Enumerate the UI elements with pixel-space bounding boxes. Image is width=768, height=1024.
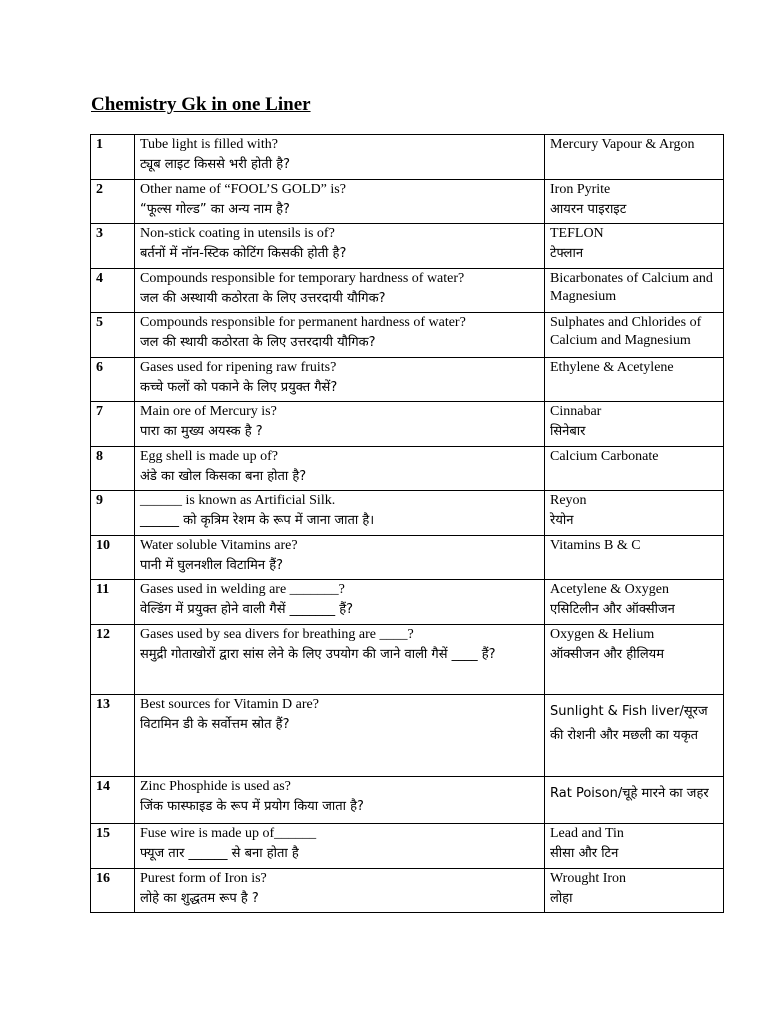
question-english: Other name of “FOOL’S GOLD” is? (140, 182, 346, 197)
answer-english: Reyon (550, 493, 587, 508)
answer-hindi: लोहा (550, 891, 573, 906)
question-hindi: फ्यूज तार ______ से बना होता है (140, 846, 299, 861)
answer-hindi: टेफ्लान (550, 246, 584, 261)
row-number: 4 (91, 269, 135, 313)
question-hindi: अंडे का खोल किसका बना होता है? (140, 469, 307, 484)
question-english: Best sources for Vitamin D are? (140, 697, 319, 712)
question-hindi: समुद्री गोताखोरों द्वारा सांस लेने के लिए उपयोग की जाने वाली गैसें ____ हैं? (140, 647, 496, 662)
answer-english: Mercury Vapour & Argon (550, 137, 695, 152)
answer-english: Iron Pyrite (550, 182, 611, 197)
answer-cell (545, 180, 724, 224)
question-cell (135, 491, 545, 536)
question-hindi: ट्यूब लाइट किससे भरी होती है? (140, 157, 290, 172)
table-row (91, 536, 724, 580)
question-cell (135, 358, 545, 402)
table-row (91, 358, 724, 402)
question-cell (135, 447, 545, 491)
answer-hindi: सिनेबार (550, 424, 586, 439)
table-row (91, 824, 724, 869)
answer-english: Lead and Tin (550, 826, 624, 841)
question-hindi: लोहे का शुद्धतम रूप है ? (140, 891, 259, 906)
answer-cell (545, 695, 724, 777)
question-hindi: जिंक फास्फाइड के रूप में प्रयोग किया जाता है? (140, 799, 364, 814)
answer-english: Oxygen & Helium (550, 627, 655, 642)
question-english: Compounds responsible for temporary hardness of water? (140, 271, 465, 286)
answer-hindi: रेयोन (550, 513, 574, 528)
question-cell (135, 135, 545, 180)
question-hindi: जल की स्थायी कठोरता के लिए उत्तरदायी यौगिक? (140, 335, 376, 350)
answer-english: Ethylene & Acetylene (550, 360, 674, 375)
question-cell (135, 625, 545, 695)
question-cell (135, 224, 545, 269)
question-hindi: बर्तनों में नॉन-स्टिक कोटिंग किसकी होती है? (140, 246, 347, 261)
row-number: 1 (91, 135, 135, 180)
row-number: 2 (91, 180, 135, 224)
question-cell (135, 180, 545, 224)
question-cell (135, 313, 545, 358)
table-row (91, 491, 724, 536)
table-row (91, 135, 724, 180)
question-english: Non-stick coating in utensils is of? (140, 226, 335, 241)
table-row (91, 313, 724, 358)
question-english: Compounds responsible for permanent hardness of water? (140, 315, 466, 330)
table-row (91, 447, 724, 491)
question-english: Gases used in welding are _______? (140, 582, 345, 597)
answer-cell (545, 824, 724, 869)
answer-cell (545, 491, 724, 536)
answer-cell (545, 447, 724, 491)
question-english: Gases used for ripening raw fruits? (140, 360, 337, 375)
answer-cell (545, 358, 724, 402)
question-cell (135, 824, 545, 869)
question-cell (135, 777, 545, 824)
answer-english: Bicarbonates of Calcium and Magnesium (550, 271, 713, 304)
answer-english: TEFLON (550, 226, 604, 241)
answer-english: Rat Poison/चूहे मारने का जहर (550, 786, 709, 801)
answer-english: Acetylene & Oxygen (550, 582, 669, 597)
answer-english: Calcium Carbonate (550, 449, 659, 464)
row-number: 11 (91, 580, 135, 625)
question-english: Zinc Phosphide is used as? (140, 779, 291, 794)
answer-hindi: आयरन पाइराइट (550, 202, 627, 217)
answer-cell (545, 580, 724, 625)
answer-hindi: सीसा और टिन (550, 846, 619, 861)
row-number: 6 (91, 358, 135, 402)
question-cell (135, 269, 545, 313)
question-english: Main ore of Mercury is? (140, 404, 277, 419)
row-number: 9 (91, 491, 135, 536)
answer-cell (545, 402, 724, 447)
table-row (91, 695, 724, 777)
row-number: 16 (91, 869, 135, 913)
question-cell (135, 536, 545, 580)
question-cell (135, 402, 545, 447)
row-number: 14 (91, 777, 135, 824)
answer-english: Sulphates and Chlorides of Calcium and Magnesium (550, 315, 702, 348)
question-hindi: पारा का मुख्य अयस्क है ? (140, 424, 263, 439)
table-row (91, 224, 724, 269)
table-row (91, 777, 724, 824)
question-cell (135, 869, 545, 913)
answer-cell (545, 135, 724, 180)
answer-english: Cinnabar (550, 404, 602, 419)
question-hindi: विटामिन डी के सर्वोत्तम स्रोत हैं? (140, 717, 290, 732)
question-cell (135, 580, 545, 625)
question-english: Water soluble Vitamins are? (140, 538, 298, 553)
table-row (91, 269, 724, 313)
question-hindi: कच्चे फलों को पकाने के लिए प्रयुक्त गैसें? (140, 380, 338, 395)
row-number: 7 (91, 402, 135, 447)
question-english: Egg shell is made up of? (140, 449, 279, 464)
question-hindi: वेल्डिंग में प्रयुक्त होने वाली गैसें _______ हैं? (140, 602, 354, 617)
row-number: 3 (91, 224, 135, 269)
row-number: 5 (91, 313, 135, 358)
answer-hindi: एसिटिलीन और ऑक्सीजन (550, 602, 675, 617)
question-english: Gases used by sea divers for breathing are ____? (140, 627, 414, 642)
row-number: 13 (91, 695, 135, 777)
row-number: 12 (91, 625, 135, 695)
answer-cell (545, 269, 724, 313)
question-hindi: ______ को कृत्रिम रेशम के रूप में जाना जाता है। (140, 513, 375, 528)
row-number: 8 (91, 447, 135, 491)
question-hindi: पानी में घुलनशील विटामिन हैं? (140, 558, 284, 573)
table-row (91, 580, 724, 625)
page-title: Chemistry Gk in one Liner (91, 94, 311, 115)
answer-cell (545, 536, 724, 580)
answer-cell (545, 313, 724, 358)
table-row (91, 402, 724, 447)
table-row (91, 180, 724, 224)
question-hindi: जल की अस्थायी कठोरता के लिए उत्तरदायी यौगिक? (140, 291, 386, 306)
question-english: Tube light is filled with? (140, 137, 278, 152)
answer-english: Sunlight & Fish liver/सूरज की रोशनी और मछली का यकृत (550, 704, 708, 743)
gk-table (90, 134, 724, 913)
question-english: Fuse wire is made up of______ (140, 826, 317, 841)
row-number: 10 (91, 536, 135, 580)
answer-hindi: ऑक्सीजन और हीलियम (550, 647, 664, 662)
question-cell (135, 695, 545, 777)
table-row (91, 869, 724, 913)
answer-cell (545, 777, 724, 824)
question-hindi: “फूल्स गोल्ड” का अन्य नाम है? (140, 202, 290, 217)
answer-cell (545, 869, 724, 913)
question-english: ______ is known as Artificial Silk. (140, 493, 336, 508)
answer-english: Wrought Iron (550, 871, 627, 886)
answer-english: Vitamins B & C (550, 538, 641, 553)
answer-cell (545, 625, 724, 695)
question-english: Purest form of Iron is? (140, 871, 267, 886)
table-row (91, 625, 724, 695)
row-number: 15 (91, 824, 135, 869)
answer-cell (545, 224, 724, 269)
